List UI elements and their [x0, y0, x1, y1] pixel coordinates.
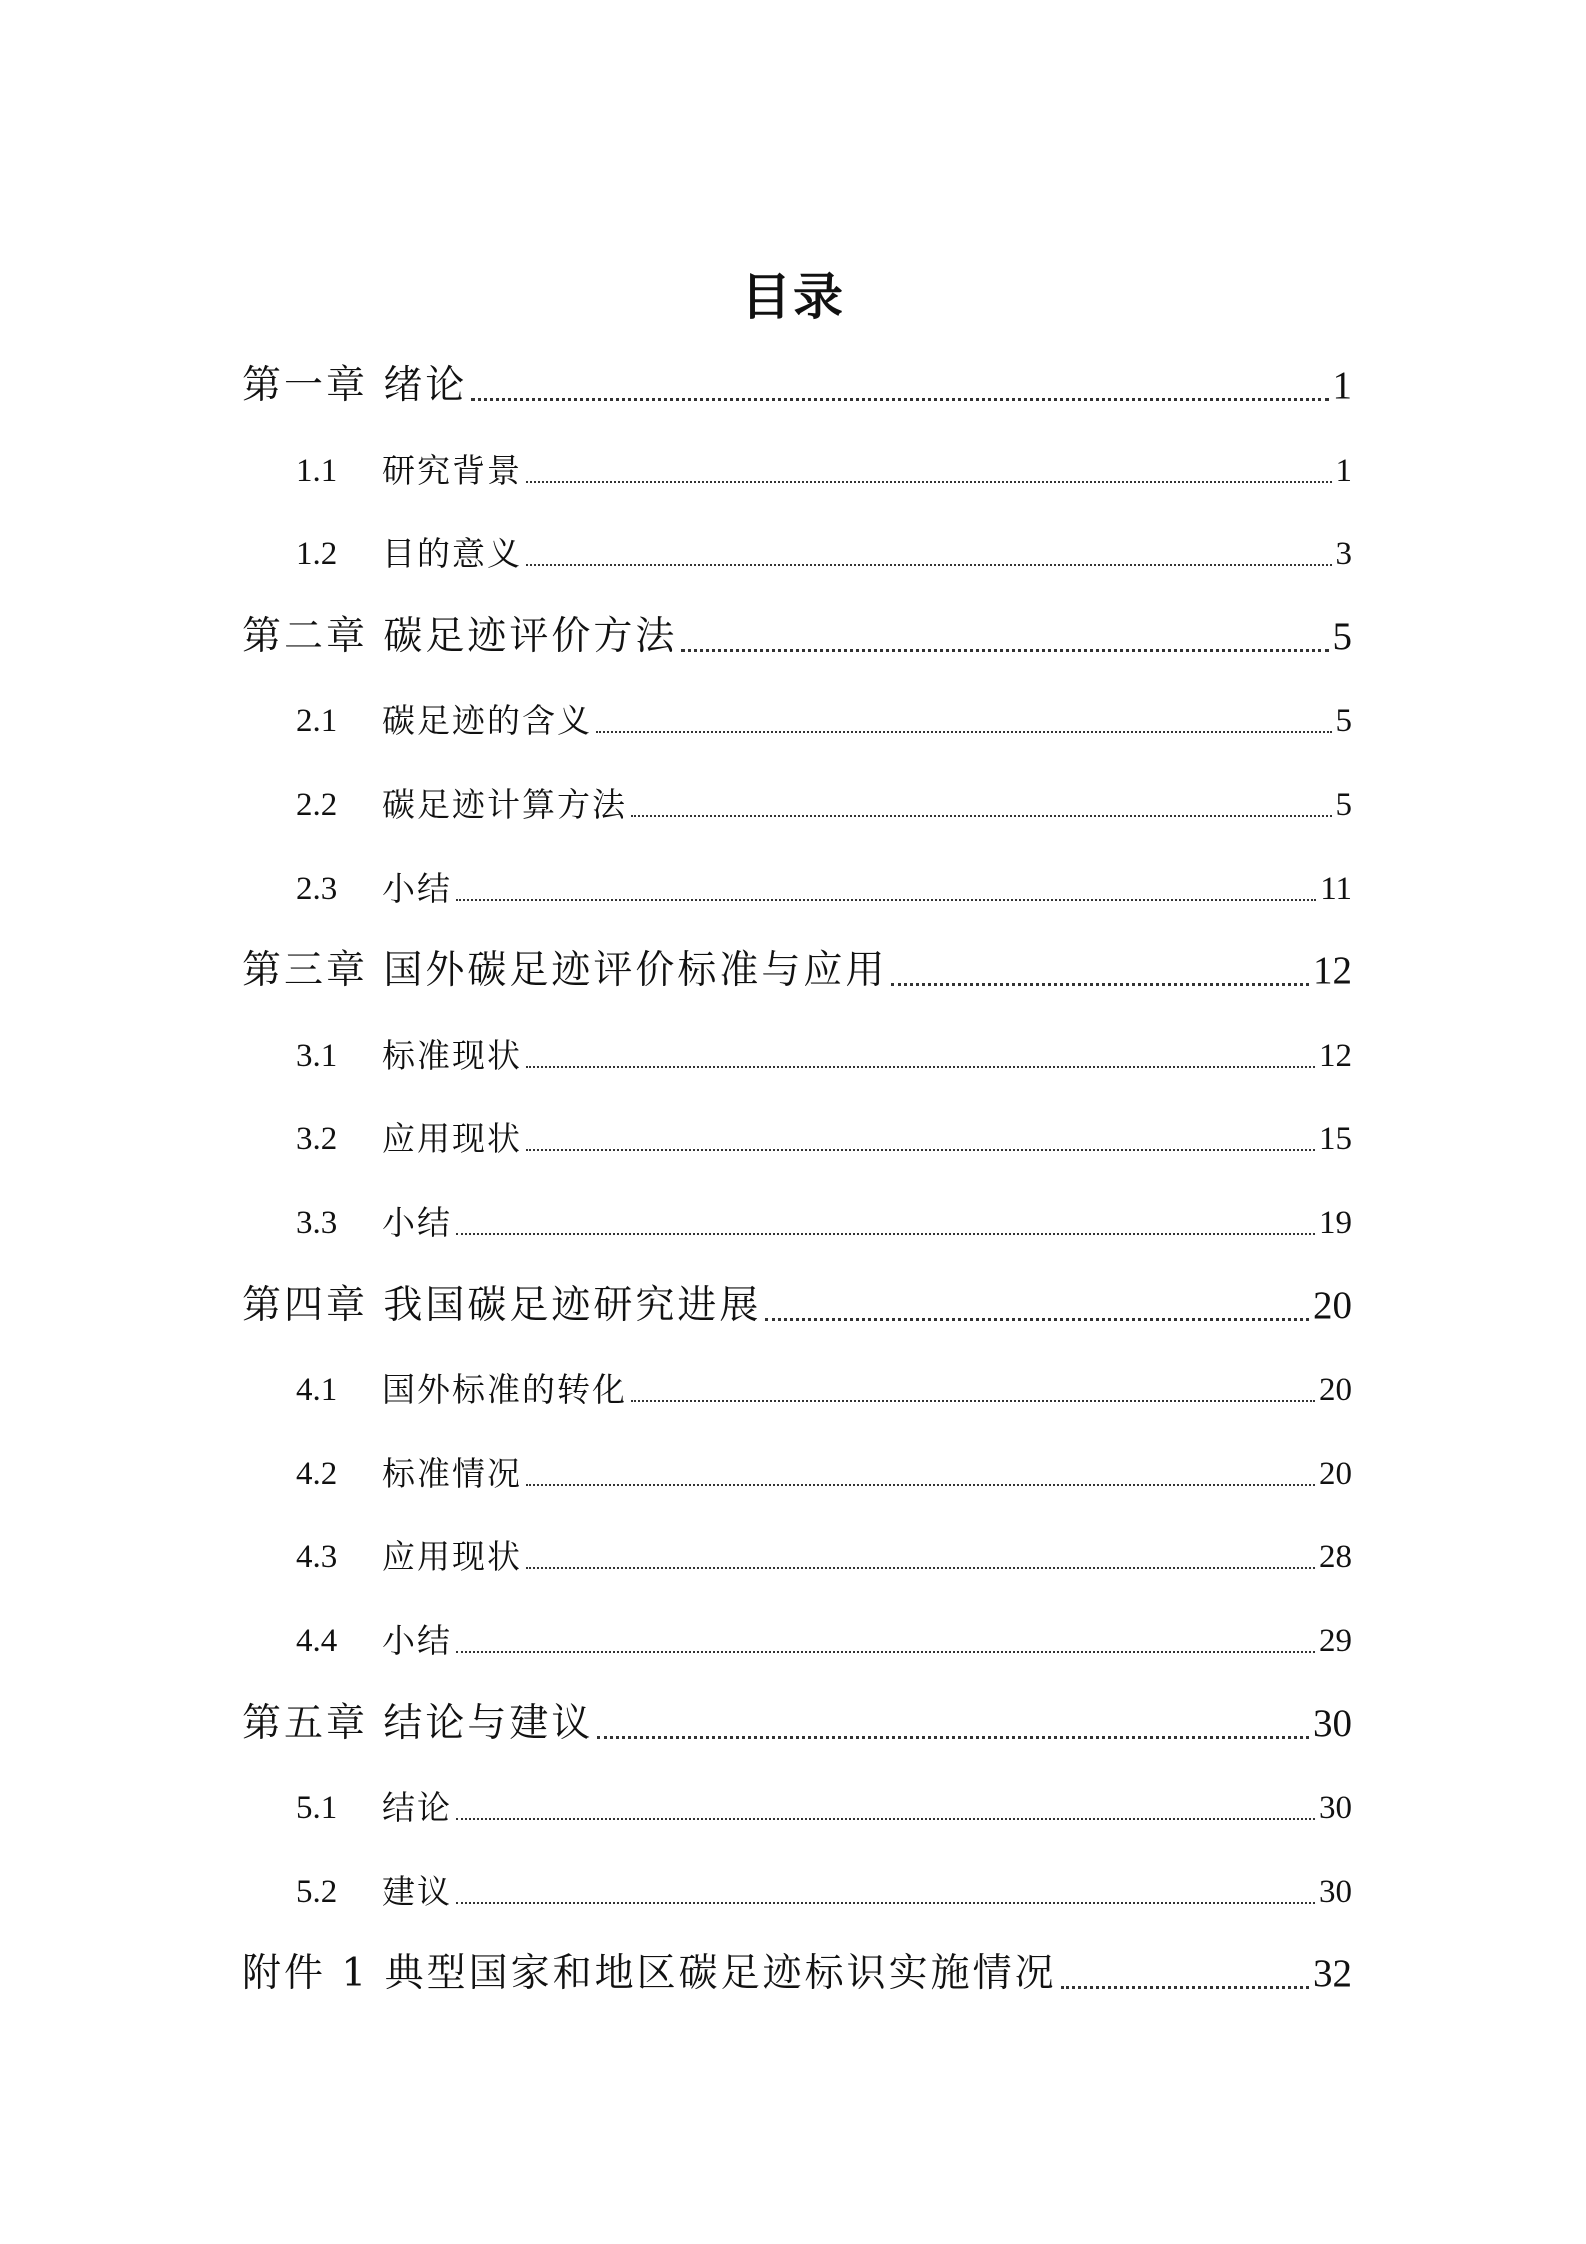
toc-entry-page-number: 19 — [1319, 1205, 1352, 1241]
toc-entry-label: 结论 — [382, 1788, 452, 1828]
toc-entry-page-number: 1 — [1335, 452, 1352, 489]
toc-entry-number: 3.1 — [296, 1037, 338, 1074]
toc-section-entry[interactable] — [296, 1869, 1352, 1915]
toc-entry-page-number: 20 — [1319, 1372, 1352, 1409]
toc-entry-label: 国外标准的转化 — [382, 1370, 627, 1410]
dot-leader — [456, 1869, 1315, 1915]
toc-section-entry[interactable] — [296, 1618, 1352, 1664]
toc-section-entry[interactable] — [296, 531, 1352, 577]
dot-leader — [765, 1278, 1309, 1334]
toc-entry-number: 2.3 — [296, 870, 338, 907]
toc-chapter-entry[interactable] — [242, 358, 1352, 414]
toc-section-entry[interactable] — [296, 1200, 1352, 1246]
toc-entry-page-number: 28 — [1319, 1539, 1352, 1576]
toc-entry-number: 2.1 — [296, 703, 338, 740]
dot-leader — [456, 866, 1316, 912]
toc-entry-label: 第二章 碳足迹评价方法 — [242, 613, 678, 659]
toc-entry-number: 3.3 — [296, 1205, 338, 1241]
toc-entry-label: 小结 — [382, 1203, 452, 1242]
toc-entry-number: 4.2 — [296, 1455, 338, 1492]
toc-entry-number: 4.1 — [296, 1372, 338, 1409]
dot-leader — [526, 1033, 1315, 1079]
toc-section-entry[interactable] — [296, 782, 1352, 828]
dot-leader — [526, 531, 1332, 577]
toc-entry-number: 4.4 — [296, 1623, 338, 1659]
dot-leader — [526, 1116, 1315, 1162]
toc-entry-page-number: 30 — [1319, 1873, 1352, 1910]
dot-leader — [526, 1534, 1315, 1580]
toc-entry-page-number: 11 — [1320, 870, 1352, 907]
toc-title: 目录 — [741, 268, 845, 326]
toc-entry-page-number: 5 — [1335, 787, 1352, 823]
toc-section-entry[interactable] — [296, 1534, 1352, 1580]
toc-chapter-entry[interactable] — [242, 1696, 1352, 1752]
toc-entry-label: 第三章 国外碳足迹评价标准与应用 — [242, 948, 888, 994]
toc-entry-label: 碳足迹计算方法 — [382, 785, 627, 824]
toc-entry-number: 5.1 — [296, 1790, 338, 1827]
toc-section-entry[interactable] — [296, 1033, 1352, 1079]
toc-section-entry[interactable] — [296, 698, 1352, 744]
toc-entry-page-number: 5 — [1332, 614, 1352, 658]
toc-entry-number: 4.3 — [296, 1539, 338, 1576]
toc-entry-number: 2.2 — [296, 787, 338, 823]
toc-entry-page-number: 3 — [1335, 536, 1352, 573]
toc-entry-label: 碳足迹的含义 — [382, 701, 592, 741]
dot-leader — [456, 1200, 1315, 1246]
toc-entry-page-number: 12 — [1319, 1037, 1352, 1074]
toc-entry-number: 1.2 — [296, 536, 338, 573]
toc-entry-page-number: 5 — [1335, 703, 1352, 740]
toc-entry-label: 应用现状 — [382, 1537, 522, 1577]
toc-entry-label: 小结 — [382, 1621, 452, 1660]
toc-entry-page-number: 32 — [1313, 1952, 1352, 1996]
toc-entry-page-number: 20 — [1319, 1455, 1352, 1492]
toc-section-entry[interactable] — [296, 448, 1352, 494]
toc-section-entry[interactable] — [296, 1785, 1352, 1831]
toc-entry-label: 标准现状 — [382, 1035, 522, 1075]
toc-section-entry[interactable] — [296, 1116, 1352, 1162]
dot-leader — [597, 1696, 1309, 1752]
dot-leader — [681, 609, 1328, 665]
toc-entry-label: 标准情况 — [382, 1453, 522, 1493]
toc-section-entry[interactable] — [296, 1451, 1352, 1497]
dot-leader — [1061, 1946, 1309, 2002]
dot-leader — [456, 1785, 1315, 1831]
toc-entry-label: 小结 — [382, 868, 452, 908]
dot-leader — [526, 448, 1332, 494]
toc-entry-label: 第五章 结论与建议 — [242, 1700, 594, 1746]
toc-chapter-entry[interactable] — [242, 1946, 1352, 2002]
dot-leader — [631, 1367, 1315, 1413]
toc-section-entry[interactable] — [296, 1367, 1352, 1413]
toc-entry-label: 研究背景 — [382, 450, 522, 490]
toc-chapter-entry[interactable] — [242, 943, 1352, 999]
dot-leader — [596, 698, 1332, 744]
toc-entry-number: 1.1 — [296, 452, 338, 489]
toc-entry-label: 目的意义 — [382, 534, 522, 574]
dot-leader — [471, 358, 1328, 414]
toc-chapter-entry[interactable] — [242, 609, 1352, 665]
dot-leader — [456, 1618, 1315, 1664]
dot-leader — [526, 1451, 1315, 1497]
toc-entry-page-number: 20 — [1313, 1283, 1352, 1327]
toc-entry-number: 3.2 — [296, 1121, 338, 1158]
toc-entry-page-number: 12 — [1313, 949, 1352, 993]
toc-entry-page-number: 29 — [1319, 1623, 1352, 1659]
toc-section-entry[interactable] — [296, 866, 1352, 912]
dot-leader — [631, 782, 1332, 828]
toc-entry-label: 附件 1 典型国家和地区碳足迹标识实施情况 — [242, 1951, 1057, 1997]
toc-entry-label: 建议 — [382, 1871, 452, 1911]
toc-chapter-entry[interactable] — [242, 1278, 1352, 1334]
toc-entry-page-number: 1 — [1332, 364, 1352, 407]
toc-entry-page-number: 30 — [1319, 1790, 1352, 1827]
toc-entry-label: 应用现状 — [382, 1119, 522, 1159]
dot-leader — [891, 943, 1309, 999]
toc-entry-page-number: 30 — [1313, 1701, 1352, 1745]
toc-entry-label: 第一章 绪论 — [242, 363, 468, 408]
toc-entry-number: 5.2 — [296, 1873, 338, 1910]
toc-entry-label: 第四章 我国碳足迹研究进展 — [242, 1282, 762, 1328]
toc-entry-page-number: 15 — [1319, 1121, 1352, 1158]
